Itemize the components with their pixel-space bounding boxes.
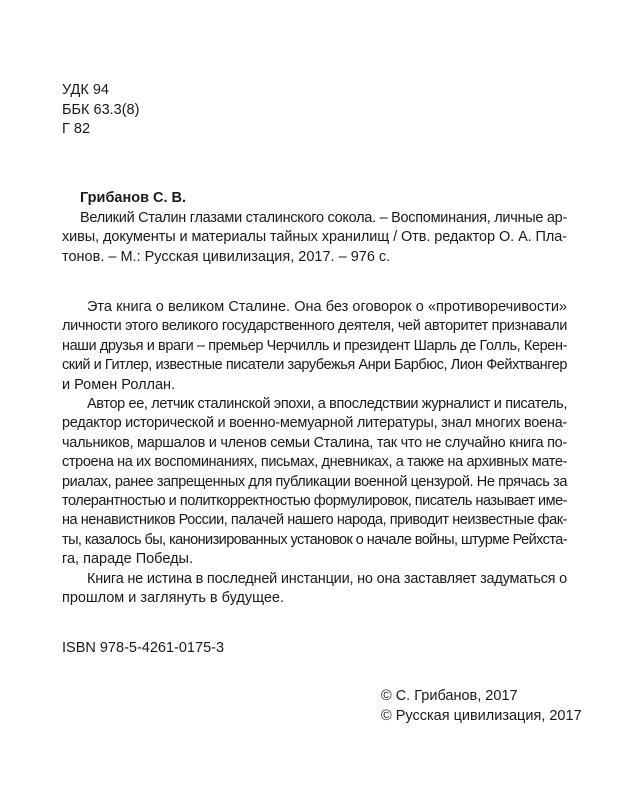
- bbk-code: ББК 63.3(8): [62, 101, 140, 118]
- annotation-paragraph-3: [62, 570, 567, 609]
- isbn-number: ISBN 978-5-4261-0175-3: [62, 640, 225, 656]
- annotation-line: Книга не истина в последней инстанции, но она заставляет задуматься о: [87, 570, 567, 587]
- udk-code: УДК 94: [62, 82, 109, 98]
- author-name: Грибанов С. В.: [80, 190, 187, 206]
- author-mark: Г 82: [62, 121, 91, 137]
- copyright-notices: [381, 687, 582, 726]
- annotation-line: толерантностью и политкорректностью формулировок, писатель называет име-: [62, 493, 567, 510]
- annotation-line: личности этого великого государственного деятеля, чей авторитет признавали: [62, 318, 567, 335]
- biblio-line: хивы, документы и материалы тайных хранилищ / Отв. редактор О. А. Пла-: [62, 229, 567, 245]
- annotation-line: редактор исторической и военно-мемуарной литературы, знал многих воена-: [62, 415, 567, 432]
- annotation-line: риалах, ранее запрещенных для публикации военной цензурой. Не прячась за: [62, 473, 567, 490]
- annotation-line: и Ромен Роллан.: [62, 376, 176, 393]
- annotation-line: ты, казалось бы, канонизированных установок о начале войны, штурме Рейхста-: [62, 531, 567, 548]
- annotation-line: на ненавистников России, палачей нашего народа, приводит неизвестные фак-: [62, 512, 567, 529]
- biblio-line: Великий Сталин глазами сталинского сокола. – Воспоминания, личные ар-: [80, 209, 567, 226]
- annotation-line: строена на их воспоминаниях, письмах, дневниках, а также на архивных мате-: [62, 454, 567, 471]
- bibliographic-record: [62, 189, 567, 267]
- annotation-line: прошлом и заглянуть в будущее.: [62, 590, 285, 607]
- annotation-line: ский и Гитлер, известные писатели зарубежья Анри Барбюс, Лион Фейхтвангер: [62, 357, 567, 374]
- annotation-line: наши друзья и враги – премьер Черчилль и президент Шарль де Голль, Керен-: [62, 337, 567, 354]
- annotation: [62, 298, 567, 609]
- annotation-line: чальников, маршалов и членов семьи Сталина, так что не случайно книга по-: [62, 434, 567, 451]
- annotation-line: Автор ее, летчик сталинской эпохи, а впоследствии журналист и писатель,: [87, 396, 567, 413]
- annotation-paragraph-2: [62, 395, 567, 570]
- copyright-publisher: © Русская цивилизация, 2017: [381, 707, 582, 724]
- biblio-line: тонов. – М.: Русская цивилизация, 2017. – 976 с.: [62, 248, 391, 265]
- annotation-line: га, параде Победы.: [62, 551, 193, 568]
- annotation-paragraph-1: [62, 298, 567, 395]
- classification-codes: [62, 81, 139, 140]
- annotation-line: Эта книга о великом Сталине. Она без оговорок о «противоречивости»: [87, 299, 567, 315]
- copyright-author: © С. Грибанов, 2017: [381, 688, 518, 704]
